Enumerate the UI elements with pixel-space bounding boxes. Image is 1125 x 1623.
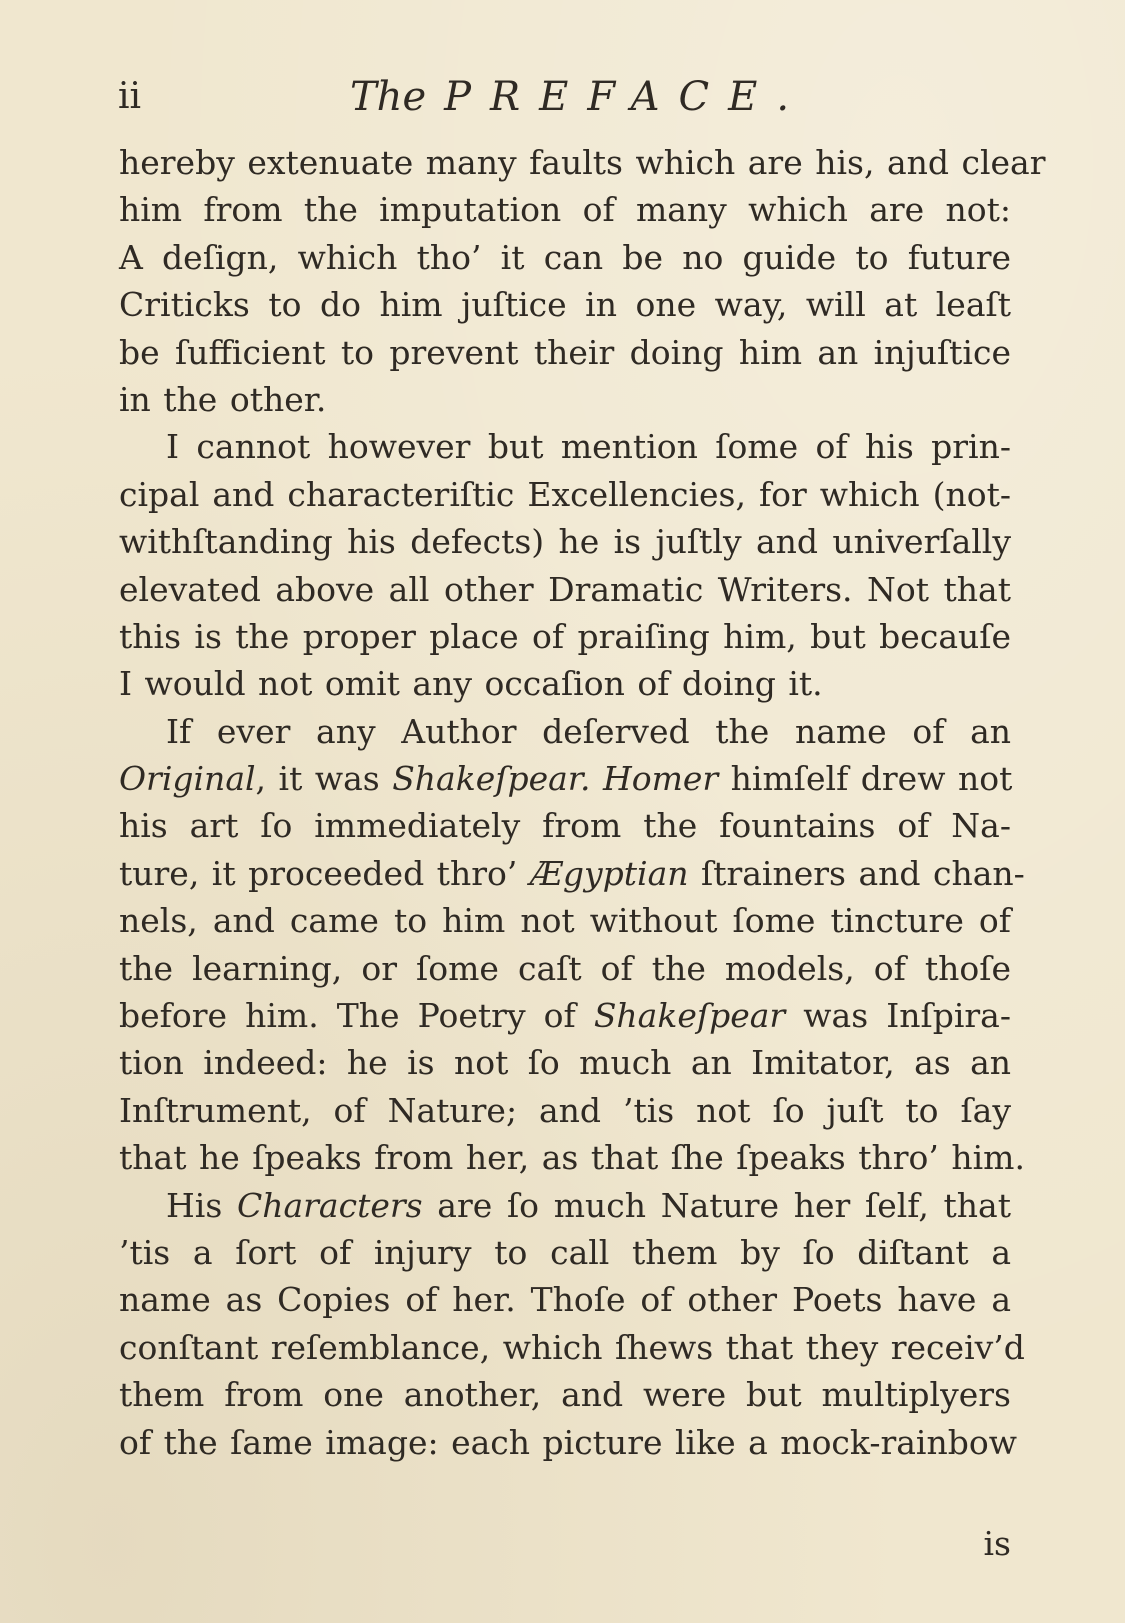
text-run: was Inſpira- [785,996,1011,1036]
text-run: them from one another, and were but multiplyers [119,1375,1011,1415]
text-line [119,1229,1011,1276]
text-line [119,234,1011,281]
text-run: ture, it proceeded thro’ [119,853,530,893]
text-run: A deſign, which tho’ it can be no guide to future [119,237,1011,277]
text-run: tion indeed: he is not ſo much an Imitator, as an [119,1043,1011,1083]
text-run: himſelf drew not [718,759,1013,799]
text-run: the learning, or ſome caſt of the models, of thoſe [119,948,1011,988]
text-line [119,1039,1011,1086]
running-head [118,72,1008,122]
text-run: Inſtrument, of Nature; and ’tis not ſo juſt to ſay [119,1090,1011,1130]
body-text [119,139,1046,1466]
text-line [119,1371,1011,1418]
page-title-word: PREFACE. [444,74,809,120]
text-run: elevated above all other Dramatic Writers. Not that [119,569,1011,609]
page-title [350,72,808,122]
page-title-article: The [350,74,427,120]
italic-text: Original [119,759,256,799]
text-line [119,376,1011,423]
text-run: conſtant reſemblance, which ſhews that they receiv’d [119,1327,1025,1367]
text-run: that he ſpeaks from her, as that ſhe ſpeaks thro’ him. [119,1138,1025,1178]
text-line [119,945,1011,992]
text-run: of the ſame image: each picture like a mock-rainbow [119,1422,1017,1462]
text-run: nels, and came to him not without ſome tincture of [119,901,1011,941]
italic-text: Homer [602,759,719,799]
text-line [119,708,1011,755]
text-line [119,1324,1025,1371]
text-line [119,139,1046,186]
text-run: are ſo much Nature her ſelf, that [422,1185,1011,1225]
text-run [590,759,603,798]
text-line [119,1134,1025,1181]
text-run: this is the proper place of praiſing him, but becauſe [119,616,1011,656]
page-number: ii [118,76,142,117]
text-line [119,281,1011,328]
text-run: cipal and characteriſtic Excellencies, for which (not- [119,474,1011,514]
text-run: in the other. [119,379,327,419]
text-line [119,423,1011,470]
text-run: before him. The Poetry of [119,996,594,1036]
text-line [119,992,1011,1039]
text-run: hereby extenuate many faults which are his, and clear [119,143,1046,182]
text-line [119,1087,1011,1134]
text-line [119,850,1025,897]
text-run: His [166,1185,237,1225]
text-line [119,1182,1011,1229]
text-line [119,897,1011,944]
text-run: be ſufficient to prevent their doing him an injuſtice [119,332,1011,372]
text-run: him from the imputation of many which are not: [119,190,1011,230]
text-line [119,802,1011,849]
text-line [119,660,1011,707]
text-line [119,1419,1017,1466]
text-line [119,329,1011,376]
text-run: I would not omit any occaſion of doing it. [119,664,823,704]
text-run: Criticks to do him juſtice in one way, will at leaſt [119,285,1011,325]
italic-text: Shakeſpear [593,996,786,1036]
text-run: , it was [255,759,393,799]
italic-text: Characters [236,1185,423,1225]
text-run: withſtanding his defects) he is juſtly and univerſally [119,522,1011,562]
text-line [119,471,1011,518]
text-run: name as Copies of her. Thoſe of other Poets have a [119,1280,1011,1320]
text-line [119,755,1011,802]
text-line [119,186,1011,233]
text-run: ’tis a ſort of injury to call them by ſo diſtant a [119,1232,1011,1272]
text-line [119,518,1011,565]
text-line [119,566,1011,613]
italic-text: Ægyptian [529,853,689,893]
text-run: If ever any Author deſerved the name of an [166,711,1011,751]
text-run: ſtrainers and chan- [688,853,1025,893]
catchword: is [983,1524,1011,1563]
italic-text: Shakeſpear. [392,759,591,799]
text-line [119,613,1011,660]
text-run: I cannot however but mention ſome of his prin- [166,427,1011,467]
text-line [119,1276,1011,1323]
text-run: his art ſo immediately from the fountains of Na- [119,806,1011,846]
